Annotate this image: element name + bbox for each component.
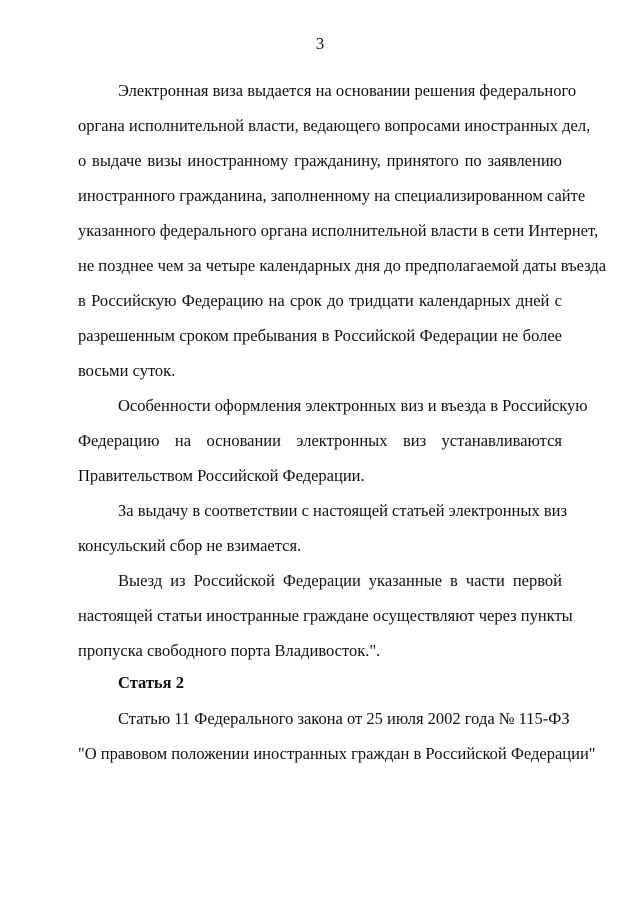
text-line: "О правовом положении иностранных граждан в Российской Федерации" <box>78 744 596 763</box>
text-line: Выезд из Российской Федерации указанные в части первой <box>118 571 562 590</box>
text-line: Особенности оформления электронных виз и въезда в Российскую <box>118 396 588 415</box>
text-line: иностранного гражданина, заполненному на специализированном сайте <box>78 186 586 205</box>
text-line: не позднее чем за четыре календарных дня до предполагаемой даты въезда <box>78 256 607 275</box>
text-line: о выдаче визы иностранному гражданину, принятого по заявлению <box>78 151 562 170</box>
text-line: восьми суток. <box>78 361 176 380</box>
text-line: Правительством Российской Федерации. <box>78 466 365 485</box>
page-number: 3 <box>315 34 325 53</box>
text-line: в Российскую Федерацию на срок до тридцати календарных дней с <box>78 291 562 310</box>
text-line: пропуска свободного порта Владивосток.". <box>78 641 381 660</box>
text-line: консульский сбор не взимается. <box>78 536 302 555</box>
text-line: разрешенным сроком пребывания в Российской Федерации не более <box>78 326 562 345</box>
text-line: За выдачу в соответствии с настоящей статьей электронных виз <box>118 501 567 520</box>
text-line: указанного федерального органа исполнительной власти в сети Интернет, <box>78 221 599 240</box>
text-line: Федерацию на основании электронных виз устанавливаются <box>78 431 562 450</box>
text-line: Статью 11 Федерального закона от 25 июля 2002 года № 115-ФЗ <box>118 709 570 728</box>
text-line: Электронная виза выдается на основании решения федерального <box>118 81 577 100</box>
text-line: настоящей статьи иностранные граждане осуществляют через пункты <box>78 606 573 625</box>
article-heading: Статья 2 <box>118 673 184 692</box>
text-line: органа исполнительной власти, ведающего вопросами иностранных дел, <box>78 116 591 135</box>
